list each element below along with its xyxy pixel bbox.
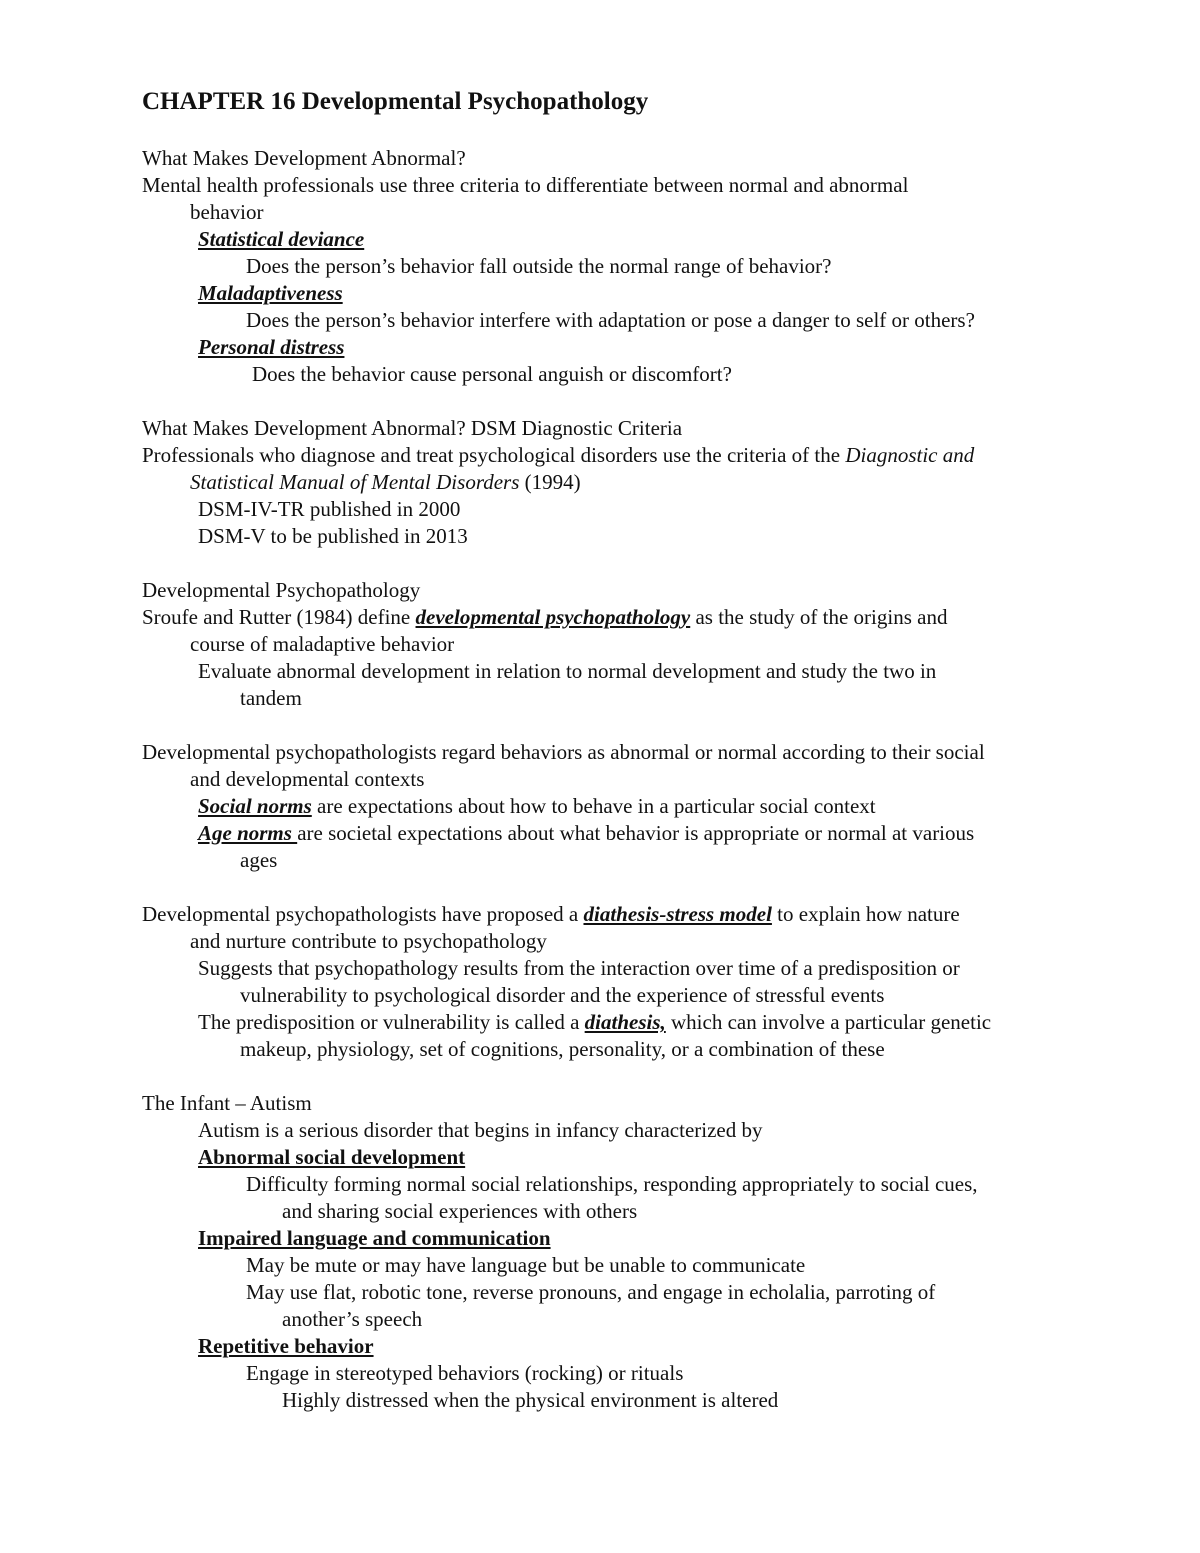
paragraph-line: Sroufe and Rutter (1984) define developmental psychopathology as the study of the origins and (142, 605, 948, 629)
symptom-line: and sharing social experiences with others (282, 1199, 638, 1223)
definition-line: Social norms are expectations about how to behave in a particular social context (198, 794, 876, 818)
key-term: diathesis-stress model (583, 902, 772, 926)
criterion-question: Does the behavior cause personal anguish or discomfort? (252, 362, 732, 386)
symptom-line: May use flat, robotic tone, reverse pronouns, and engage in echolalia, parroting of (246, 1280, 936, 1304)
symptom-heading: Impaired language and communication (198, 1226, 551, 1250)
symptom-line: Difficulty forming normal social relationships, responding appropriately to social cues, (246, 1172, 978, 1196)
sub-point: makeup, physiology, set of cognitions, personality, or a combination of these (240, 1037, 885, 1061)
section-heading: What Makes Development Abnormal? (142, 146, 466, 170)
section-heading: Developmental Psychopathology (142, 578, 421, 602)
paragraph-line: Statistical Manual of Mental Disorders (1994) (190, 470, 581, 494)
bullet-line: DSM-V to be published in 2013 (198, 524, 468, 548)
definition-line: ages (240, 848, 278, 872)
paragraph-line: behavior (190, 200, 264, 224)
criterion-question: Does the person’s behavior interfere with adaptation or pose a danger to self or others? (246, 308, 975, 332)
book-title: Statistical Manual of Mental Disorders (190, 470, 520, 494)
sub-point: Evaluate abnormal development in relation to normal development and study the two in (198, 659, 937, 683)
definition-line: Age norms are societal expectations about what behavior is appropriate or normal at various (198, 821, 975, 845)
chapter-title: CHAPTER 16 Developmental Psychopathology (142, 88, 649, 115)
paragraph-line: Autism is a serious disorder that begins in infancy characterized by (198, 1118, 763, 1142)
sub-point: tandem (240, 686, 302, 710)
paragraph-line: Developmental psychopathologists have proposed a diathesis-stress model to explain how nature (142, 902, 960, 926)
sub-point: The predisposition or vulnerability is called a diathesis, which can involve a particular genetic (198, 1010, 992, 1034)
sub-point: Suggests that psychopathology results from the interaction over time of a predisposition or (198, 956, 960, 980)
criterion-term: Maladaptiveness (198, 281, 343, 305)
sub-point: vulnerability to psychological disorder and the experience of stressful events (240, 983, 885, 1007)
key-term: Age norms (198, 821, 298, 845)
key-term: Social norms (198, 794, 312, 818)
bullet-line: DSM-IV-TR published in 2000 (198, 497, 461, 521)
symptom-line: Engage in stereotyped behaviors (rocking) or rituals (246, 1361, 684, 1385)
criterion-question: Does the person’s behavior fall outside the normal range of behavior? (246, 254, 832, 278)
symptom-heading: Abnormal social development (198, 1145, 466, 1169)
key-term: developmental psychopathology (415, 605, 691, 629)
paragraph-line: and developmental contexts (190, 767, 425, 791)
paragraph-line: and nurture contribute to psychopathology (190, 929, 547, 953)
criterion-term: Statistical deviance (198, 227, 365, 251)
paragraph-line: course of maladaptive behavior (190, 632, 455, 656)
symptom-line: another’s speech (282, 1307, 423, 1331)
paragraph-line: Developmental psychopathologists regard behaviors as abnormal or normal according to their social (142, 740, 985, 764)
symptom-line: Highly distressed when the physical environment is altered (282, 1388, 779, 1412)
key-term: diathesis, (584, 1010, 666, 1034)
paragraph-line: Mental health professionals use three criteria to differentiate between normal and abnormal (142, 173, 909, 197)
symptom-heading: Repetitive behavior (198, 1334, 374, 1358)
paragraph-line: Professionals who diagnose and treat psychological disorders use the criteria of the Diagnostic and (142, 443, 975, 467)
section-heading: The Infant – Autism (142, 1091, 312, 1115)
symptom-line: May be mute or may have language but be unable to communicate (246, 1253, 806, 1277)
section-heading: What Makes Development Abnormal? DSM Diagnostic Criteria (142, 416, 683, 440)
criterion-term: Personal distress (198, 335, 345, 359)
book-title: Diagnostic and (845, 443, 975, 467)
